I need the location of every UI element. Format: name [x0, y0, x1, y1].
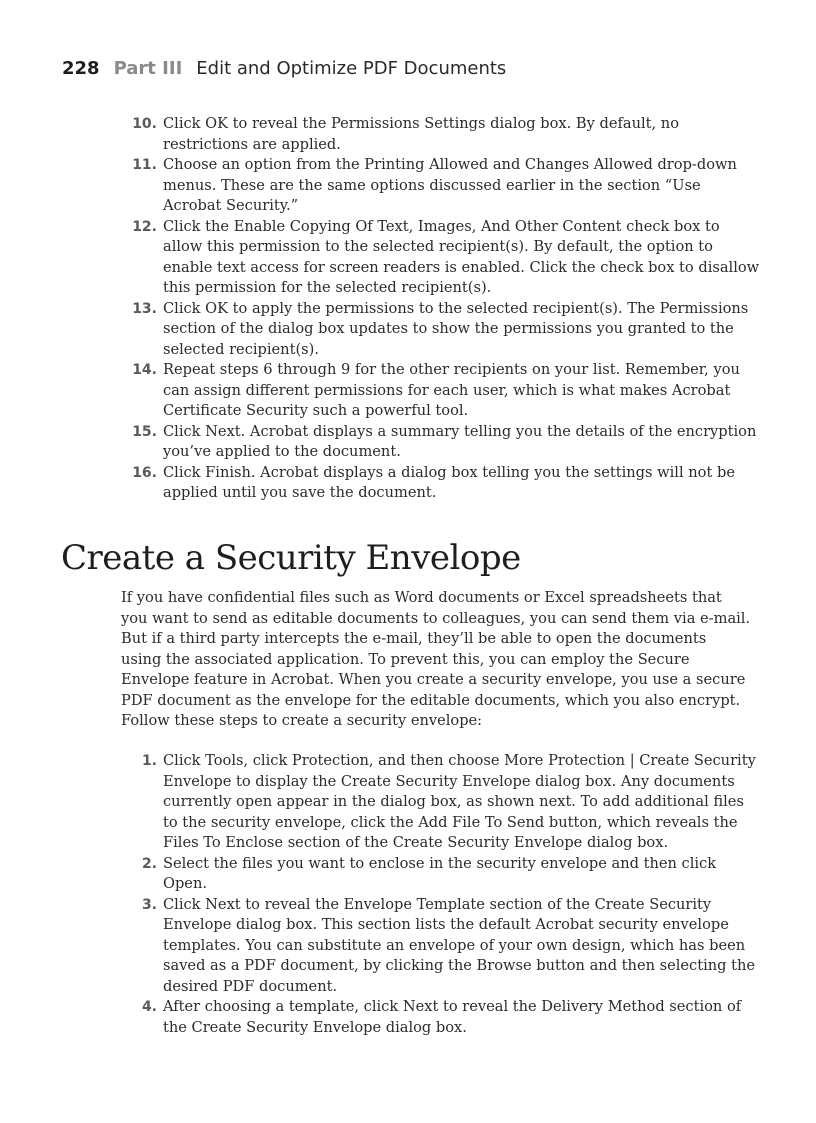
running-header: [62, 58, 506, 79]
step-number: 15.: [132, 423, 157, 440]
step-text: Click OK to reveal the Permissions Settings dialog box. By default, no restrictions are applied.: [163, 115, 679, 153]
list-item: [132, 463, 763, 504]
list-item: [141, 895, 763, 998]
list-item: [132, 114, 763, 155]
step-number: 1.: [141, 753, 157, 769]
intro-paragraph: If you have confidential files such as Word documents or Excel spreadsheets that you want to send as editable documents to colleagues, you can send them via e-mail. But if a third party intercepts the e-mail, they’ll be able to open the documents using the associated application. To prevent this, you can employ the Secure Envelope feature in Acrobat. When you create a security envelope, you use a secure PDF document as the envelope for the editable documents, which you also encrypt. Follow these steps to create a security envelope:: [121, 589, 751, 729]
step-text: Click Finish. Acrobat displays a dialog box telling you the settings will not be applied until you save the document.: [163, 463, 735, 501]
list-item: [141, 751, 763, 854]
step-number: 10.: [132, 116, 157, 132]
step-text: Select the files you want to enclose in the security envelope and then click Open.: [163, 854, 717, 892]
step-text: Click Next. Acrobat displays a summary telling you the details of the encryption you’ve applied to the document.: [163, 422, 757, 460]
list-item: [132, 217, 763, 299]
list-item: [141, 854, 763, 895]
page-number: 228: [62, 58, 100, 79]
list-item: [132, 360, 763, 422]
step-number: 4.: [141, 999, 157, 1015]
step-number: 14.: [132, 362, 157, 378]
list-item: [132, 422, 763, 463]
step-number: 16.: [132, 464, 157, 481]
step-text: Click Next to reveal the Envelope Template section of the Create Security Envelope dialog box. This section lists the default Acrobat security envelope templates. You can substitute an envelope of your own design, which has been saved as a PDF document, by clicking the Browse button and then selecting the desired PDF document.: [163, 895, 756, 995]
steps-list-continued: [132, 114, 763, 504]
step-text: Click Tools, click Protection, and then choose More Protection | Create Security Envelope to display the Create Security Envelope dialog box. Any documents currently open appear in the dialog box, as shown next. To add additional files to the security envelope, click the Add File To Send button, which reveals the Files To Enclose section of the Create Security Envelope dialog box.: [163, 752, 756, 851]
chapter-title: Edit and Optimize PDF Documents: [196, 58, 507, 79]
step-text: Choose an option from the Printing Allowed and Changes Allowed drop-down menus. These are the same options discussed earlier in the section “Use Acrobat Security.”: [163, 156, 737, 214]
step-number: 11.: [132, 157, 157, 173]
step-text: Repeat steps 6 through 9 for the other recipients on your list. Remember, you can assign different permissions for each user, which is what makes Acrobat Certificate Security such a powerful tool.: [163, 361, 740, 419]
list-item: [132, 155, 763, 217]
step-text: After choosing a template, click Next to reveal the Delivery Method section of the Create Security Envelope dialog box.: [163, 998, 742, 1036]
step-number: 12.: [132, 218, 157, 235]
step-number: 13.: [132, 300, 157, 317]
step-number: 3.: [141, 896, 157, 913]
list-item: [141, 997, 763, 1038]
step-number: 2.: [141, 855, 157, 872]
list-item: [132, 299, 763, 361]
part-label: Part III: [113, 58, 183, 79]
step-text: Click the Enable Copying Of Text, Images, And Other Content check box to allow this permission to the selected recipient(s). By default, the option to enable text access for screen readers is enabled. Click the check box to disallow this permission for the selected recipient(s).: [163, 217, 760, 296]
section-heading: Create a Security Envelope: [61, 538, 521, 578]
step-text: Click OK to apply the permissions to the selected recipient(s). The Permissions section of the dialog box updates to show the permissions you granted to the selected recipient(s).: [163, 299, 749, 358]
steps-list: [141, 751, 763, 1038]
